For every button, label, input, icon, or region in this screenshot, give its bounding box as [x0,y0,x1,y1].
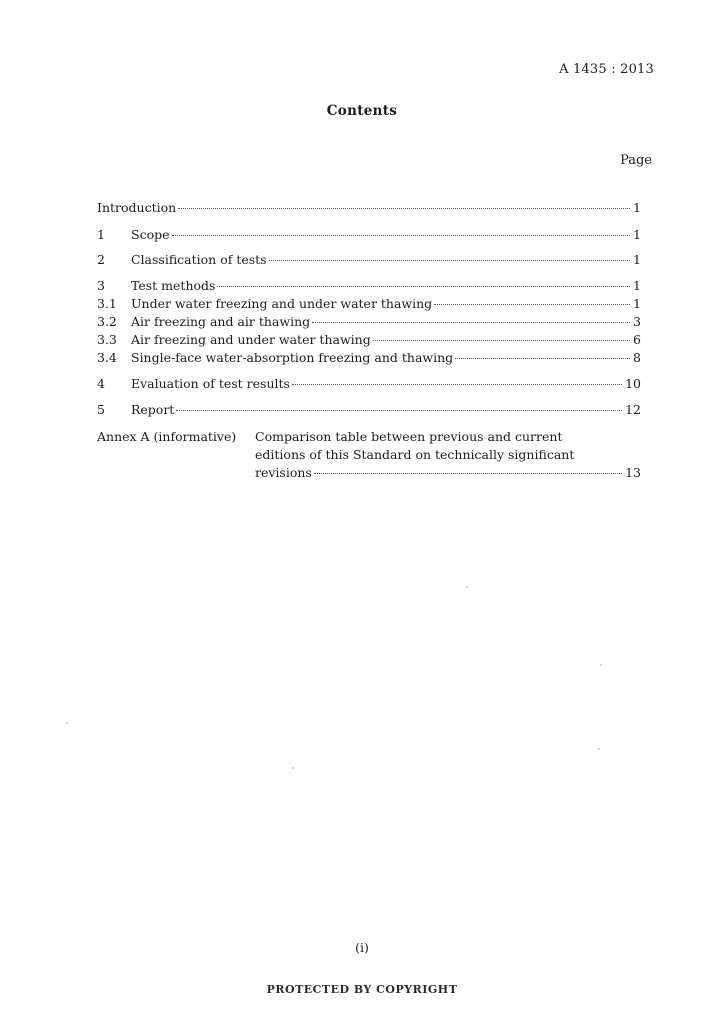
toc-dot-leader [455,358,630,359]
toc-entry-test-methods[interactable] [97,278,641,296]
scan-speck [466,586,468,588]
toc-entry-report[interactable] [97,402,641,420]
scan-speck [292,767,294,769]
copyright-notice: PROTECTED BY COPYRIGHT [266,983,458,996]
toc-entry-number: 3.1 [97,296,117,311]
toc-entry-number: 4 [97,376,105,391]
toc-entry-number: 1 [97,227,105,242]
annex-title-last-line [255,465,641,480]
toc-entry-number: 3.4 [97,350,117,365]
toc-dot-leader [292,384,622,385]
page-number: (i) [355,940,369,955]
toc-entry-page: 12 [625,402,641,417]
toc-entry-scope[interactable] [97,227,641,245]
toc-entry-3-4[interactable] [97,350,641,368]
toc-entry-introduction[interactable] [97,200,641,218]
annex-label: Annex A (informative) [97,429,237,444]
toc-entry-label: Air freezing and under water thawing [131,332,371,347]
toc-entry-label: Air freezing and air thawing [131,314,311,329]
toc-entry-evaluation[interactable] [97,376,641,394]
toc-dot-leader [269,260,630,261]
toc-entry-page: 6 [633,332,641,347]
toc-entry-number: 3 [97,278,105,293]
toc-entry-page: 1 [633,252,641,267]
toc-entry-label: Report [131,402,175,417]
toc-entry-label: Evaluation of test results [131,376,290,391]
toc-entry-page: 1 [633,200,641,215]
toc-entry-3-1[interactable] [97,296,641,314]
toc-entry-3-2[interactable] [97,314,641,332]
toc-dot-leader [176,410,622,411]
toc-entry-page: 1 [633,296,641,311]
toc-entry-label: Under water freezing and under water thawing [131,296,433,311]
scan-speck [598,748,600,750]
toc-entry-number: 2 [97,252,105,267]
toc-entry-page: 1 [633,227,641,242]
toc-entry-page: 1 [633,278,641,293]
toc-dot-leader [312,322,630,323]
annex-title-line: editions of this Standard on technically significant [255,447,575,462]
toc-dot-leader [178,208,630,209]
toc-entry-number: 3.3 [97,332,117,347]
toc-entry-classification[interactable] [97,252,641,270]
toc-entry-page: 8 [633,350,641,365]
toc-entry-page: 3 [633,314,641,329]
toc-entry-3-3[interactable] [97,332,641,350]
toc-entry-page: 13 [625,465,641,480]
toc-dot-leader [434,304,630,305]
scan-speck [66,722,68,724]
page-column-heading: Page [620,153,652,168]
toc-dot-leader [217,286,630,287]
scan-speck [600,664,602,666]
toc-entry-number: 5 [97,402,105,417]
toc-dot-leader [314,473,622,474]
toc-entry-page: 10 [625,376,641,391]
toc-entry-label: Classification of tests [131,252,267,267]
toc-entry-label: Introduction [97,200,177,215]
toc-entry-number: 3.2 [97,314,117,329]
toc-entry-label: Single-face water-absorption freezing and thawing [131,350,454,365]
contents-title: Contents [326,103,398,119]
annex-title-line: revisions [255,465,312,480]
toc-dot-leader [373,340,630,341]
standard-number: A 1435 : 2013 [559,62,654,77]
toc-dot-leader [172,235,631,236]
toc-entry-label: Test methods [131,278,216,293]
toc-entry-label: Scope [131,227,170,242]
annex-title-line: Comparison table between previous and current [255,429,563,444]
